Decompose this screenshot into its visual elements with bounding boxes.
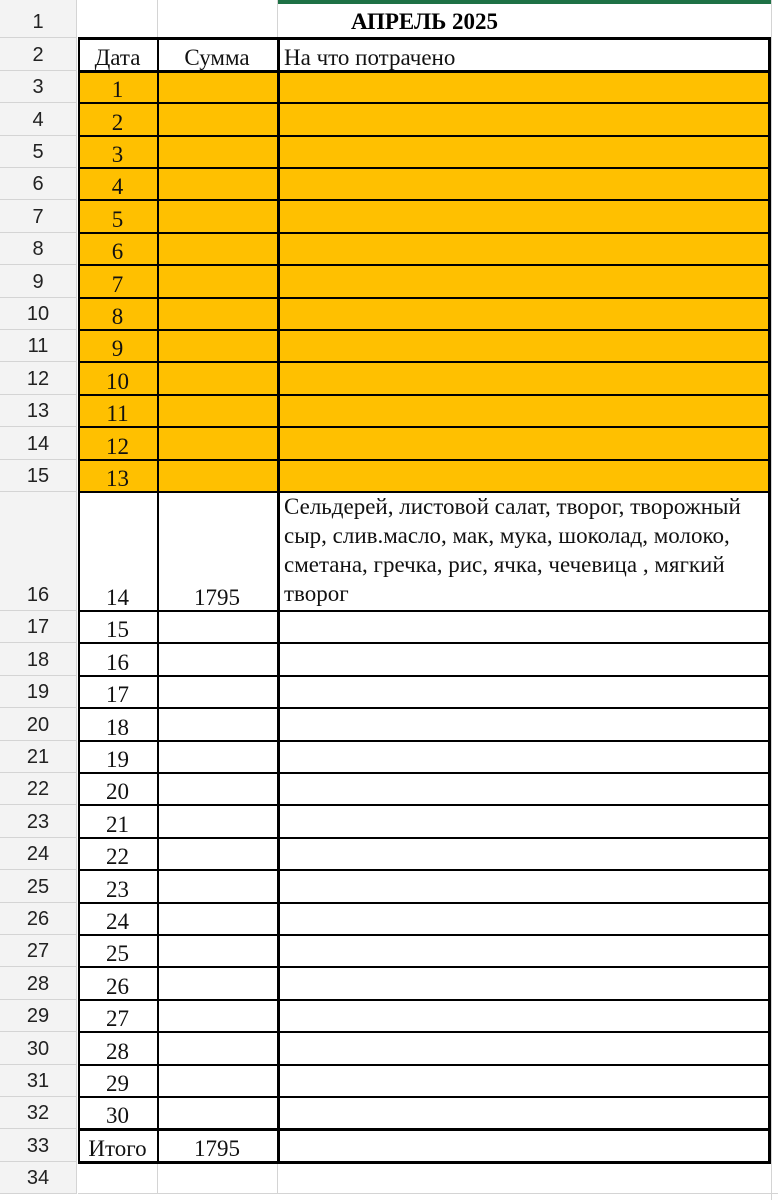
date-cell[interactable]: 15 <box>106 617 129 643</box>
description-cell[interactable]: Сельдерей, листовой салат, творог, творожный сыр, слив.масло, мак, мука, шоколад, молоко, сметана, гречка, рис, ячка, чечевица , мягкий творог <box>284 494 741 606</box>
description-cell[interactable] <box>277 71 771 103</box>
description-cell[interactable] <box>277 298 771 330</box>
row-header[interactable]: 29 <box>0 1000 77 1032</box>
description-cell[interactable] <box>277 233 771 265</box>
description-cell[interactable] <box>277 1097 771 1129</box>
date-cell[interactable]: 9 <box>78 330 157 362</box>
table-border <box>78 999 771 1001</box>
description-cell[interactable] <box>277 611 771 643</box>
row-header[interactable]: 26 <box>0 903 77 935</box>
sheet-title[interactable]: АПРЕЛЬ 2025 <box>350 9 499 35</box>
table-border <box>78 1064 771 1066</box>
description-cell[interactable] <box>277 265 771 297</box>
table-border <box>78 264 771 266</box>
date-cell[interactable]: 23 <box>106 876 129 902</box>
row-header[interactable]: 21 <box>0 741 77 773</box>
description-cell[interactable] <box>277 967 771 999</box>
header-desc[interactable]: На что потрачено <box>284 44 456 70</box>
sum-cell[interactable] <box>157 967 277 999</box>
table-border <box>78 772 771 774</box>
row-header[interactable]: 20 <box>0 708 77 740</box>
table-border <box>78 642 771 644</box>
date-cell[interactable]: 12 <box>78 427 157 459</box>
row-header[interactable]: 6 <box>0 168 77 200</box>
row-header[interactable]: 28 <box>0 967 77 999</box>
description-cell[interactable] <box>277 935 771 967</box>
sum-cell[interactable] <box>157 460 277 492</box>
sum-cell[interactable] <box>157 298 277 330</box>
sum-cell[interactable] <box>157 200 277 232</box>
row-header[interactable]: 5 <box>0 136 77 168</box>
table-border <box>78 426 771 428</box>
row-header[interactable]: 7 <box>0 200 77 232</box>
table-border <box>78 1128 771 1131</box>
sum-cell[interactable] <box>157 1000 277 1032</box>
row-header[interactable]: 32 <box>0 1097 77 1129</box>
selection-accent <box>277 0 771 4</box>
table-border <box>78 966 771 968</box>
row-header[interactable]: 17 <box>0 611 77 643</box>
sum-cell[interactable] <box>157 233 277 265</box>
description-cell[interactable] <box>277 1032 771 1064</box>
row-header[interactable]: 8 <box>0 233 77 265</box>
date-cell[interactable]: 13 <box>78 460 157 492</box>
sum-cell[interactable] <box>157 643 277 675</box>
table-border <box>78 902 771 904</box>
row-header[interactable]: 12 <box>0 362 77 394</box>
sum-cell[interactable] <box>157 1032 277 1064</box>
date-cell[interactable]: 14 <box>106 585 129 610</box>
description-cell[interactable] <box>277 1065 771 1097</box>
sum-cell[interactable] <box>157 935 277 967</box>
table-border <box>78 1031 771 1033</box>
date-cell[interactable]: 7 <box>78 265 157 297</box>
table-border <box>78 297 771 299</box>
row-header[interactable]: 27 <box>0 935 77 967</box>
description-cell[interactable] <box>277 643 771 675</box>
sum-cell[interactable] <box>157 676 277 708</box>
table-border <box>78 610 771 612</box>
description-cell[interactable] <box>277 708 771 740</box>
row-header[interactable]: 1 <box>0 0 77 38</box>
date-cell[interactable]: 18 <box>106 714 129 740</box>
row-header[interactable]: 2 <box>0 38 77 70</box>
date-cell[interactable]: 29 <box>106 1070 129 1096</box>
sum-cell[interactable] <box>157 362 277 394</box>
sum-cell[interactable] <box>157 1065 277 1097</box>
row-header[interactable]: 10 <box>0 298 77 330</box>
total-sum[interactable]: 1795 <box>194 1135 240 1161</box>
table-border <box>78 135 771 137</box>
sum-cell[interactable] <box>157 330 277 362</box>
table-border <box>78 869 771 871</box>
sum-cell[interactable] <box>157 71 277 103</box>
table-border <box>78 37 771 40</box>
description-cell[interactable] <box>277 427 771 459</box>
description-cell[interactable] <box>277 362 771 394</box>
row-header[interactable]: 16 <box>0 492 77 611</box>
sum-cell[interactable] <box>157 427 277 459</box>
table-border <box>78 1096 771 1098</box>
description-cell[interactable] <box>277 870 771 902</box>
row-header[interactable]: 25 <box>0 870 77 902</box>
table-border <box>78 740 771 742</box>
row-header[interactable]: 9 <box>0 265 77 297</box>
table-border <box>78 707 771 709</box>
description-cell[interactable] <box>277 773 771 805</box>
table-border <box>78 70 771 73</box>
date-cell[interactable]: 21 <box>106 811 129 837</box>
header-date[interactable]: Дата <box>94 44 141 70</box>
table-border <box>78 459 771 461</box>
sum-cell[interactable] <box>157 870 277 902</box>
table-border <box>768 38 771 1161</box>
description-cell[interactable] <box>277 460 771 492</box>
date-cell[interactable]: 27 <box>106 1006 129 1032</box>
sum-cell[interactable] <box>157 103 277 135</box>
row-header[interactable]: 14 <box>0 427 77 459</box>
row-header[interactable]: 31 <box>0 1065 77 1097</box>
gridline <box>157 1162 158 1194</box>
table-border <box>78 804 771 806</box>
table-border <box>157 38 159 1161</box>
table-border <box>277 38 280 1161</box>
description-cell[interactable] <box>277 838 771 870</box>
date-cell[interactable]: 3 <box>78 136 157 168</box>
table-border <box>78 329 771 331</box>
sum-cell[interactable] <box>157 1097 277 1129</box>
sum-cell[interactable] <box>157 395 277 427</box>
sum-cell[interactable] <box>157 708 277 740</box>
total-description[interactable] <box>277 1129 771 1161</box>
description-cell[interactable] <box>277 136 771 168</box>
description-cell[interactable] <box>277 676 771 708</box>
description-cell[interactable] <box>277 103 771 135</box>
date-cell[interactable]: 30 <box>106 1103 129 1129</box>
date-cell[interactable]: 2 <box>78 103 157 135</box>
table-border <box>78 837 771 839</box>
table-border <box>78 361 771 363</box>
row-header[interactable]: 11 <box>0 330 77 362</box>
table-border <box>78 934 771 936</box>
row-header[interactable]: 33 <box>0 1129 77 1161</box>
table-border <box>78 675 771 677</box>
date-cell[interactable]: 5 <box>78 200 157 232</box>
description-cell[interactable] <box>277 741 771 773</box>
table-border <box>78 38 80 1161</box>
row-header[interactable]: 3 <box>0 71 77 103</box>
gridline <box>771 0 772 1200</box>
table-border <box>78 491 771 493</box>
sum-cell[interactable]: 1795 <box>194 585 240 610</box>
total-label[interactable]: Итого <box>88 1135 147 1161</box>
row-header[interactable]: 19 <box>0 676 77 708</box>
row-header[interactable]: 34 <box>0 1162 77 1194</box>
row-header[interactable]: 24 <box>0 838 77 870</box>
sum-cell[interactable] <box>157 168 277 200</box>
table-border <box>78 199 771 201</box>
date-cell[interactable]: 26 <box>106 973 129 999</box>
date-cell[interactable]: 24 <box>106 908 129 934</box>
sum-cell[interactable] <box>157 903 277 935</box>
table-border <box>78 167 771 169</box>
date-cell[interactable]: 20 <box>106 779 129 805</box>
row-header[interactable]: 22 <box>0 773 77 805</box>
sum-cell[interactable] <box>157 741 277 773</box>
sum-cell[interactable] <box>157 611 277 643</box>
sum-cell[interactable] <box>157 838 277 870</box>
sum-cell[interactable] <box>157 136 277 168</box>
table-border <box>78 1161 771 1164</box>
date-cell[interactable]: 1 <box>78 71 157 103</box>
row-header[interactable]: 4 <box>0 103 77 135</box>
header-sum[interactable]: Сумма <box>184 44 250 70</box>
sum-cell[interactable] <box>157 265 277 297</box>
date-cell[interactable]: 8 <box>78 298 157 330</box>
date-cell[interactable]: 16 <box>106 649 129 675</box>
date-cell[interactable]: 10 <box>78 362 157 394</box>
date-cell[interactable]: 11 <box>78 395 157 427</box>
row-header[interactable]: 23 <box>0 805 77 837</box>
gridline <box>277 1162 278 1194</box>
description-cell[interactable] <box>277 200 771 232</box>
description-cell[interactable] <box>277 330 771 362</box>
table-border <box>78 102 771 104</box>
description-cell[interactable] <box>277 805 771 837</box>
sum-cell[interactable] <box>157 773 277 805</box>
row-header[interactable]: 13 <box>0 395 77 427</box>
description-cell[interactable] <box>277 395 771 427</box>
date-cell[interactable]: 25 <box>106 941 129 967</box>
date-cell[interactable]: 6 <box>78 233 157 265</box>
date-cell[interactable]: 4 <box>78 168 157 200</box>
table-border <box>78 232 771 234</box>
description-cell[interactable] <box>277 903 771 935</box>
gridline <box>78 1193 778 1194</box>
row-header[interactable]: 18 <box>0 643 77 675</box>
date-cell[interactable]: 17 <box>106 682 129 708</box>
row-header[interactable]: 15 <box>0 460 77 492</box>
date-cell[interactable]: 19 <box>106 746 129 772</box>
sum-cell[interactable] <box>157 805 277 837</box>
row-header[interactable]: 30 <box>0 1032 77 1064</box>
description-cell[interactable] <box>277 168 771 200</box>
table-border <box>78 394 771 396</box>
description-cell[interactable] <box>277 1000 771 1032</box>
date-cell[interactable]: 22 <box>106 844 129 870</box>
date-cell[interactable]: 28 <box>106 1038 129 1064</box>
